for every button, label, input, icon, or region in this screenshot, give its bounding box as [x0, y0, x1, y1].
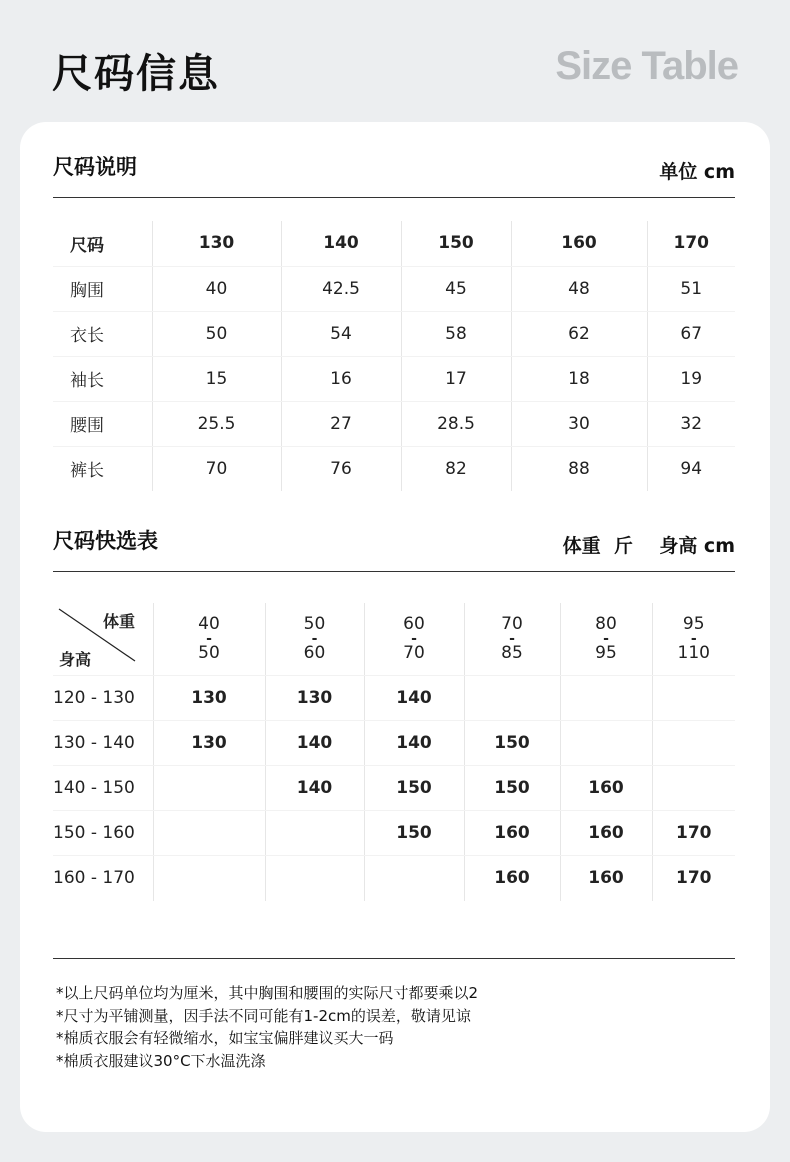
table-cell: 30 — [511, 401, 647, 446]
row-label: 尺码 — [53, 221, 152, 266]
recommended-size-cell — [153, 811, 265, 856]
height-range-label: 150 - 160 — [53, 811, 153, 856]
size-card — [20, 122, 770, 1132]
table-cell: 16 — [281, 356, 401, 401]
weight-height-corner — [53, 603, 153, 675]
table-cell: 88 — [511, 446, 647, 491]
recommended-size-cell: 160 — [464, 811, 560, 856]
table-cell: 50 — [152, 311, 281, 356]
recommended-size-cell: 160 — [464, 856, 560, 901]
table-cell: 67 — [647, 311, 735, 356]
recommended-size-cell — [652, 676, 735, 721]
weight-to: 50 — [198, 643, 220, 663]
recommended-size-cell — [364, 856, 464, 901]
table-cell: 54 — [281, 311, 401, 356]
note-line: *棉质衣服会有轻微缩水，如宝宝偏胖建议买大一码 — [56, 1029, 394, 1047]
recommended-size-cell — [265, 811, 364, 856]
weight-range-header — [652, 603, 735, 676]
table-cell: 76 — [281, 446, 401, 491]
table-row — [53, 446, 735, 491]
recommended-size-cell — [560, 721, 652, 766]
table-row — [53, 811, 735, 856]
table-cell: 70 — [152, 446, 281, 491]
recommended-size-cell: 150 — [464, 721, 560, 766]
recommended-size-cell: 140 — [265, 721, 364, 766]
notes — [56, 982, 478, 1072]
note-line: *尺寸为平铺测量，因手法不同可能有1-2cm的误差，敬请见谅 — [56, 1006, 471, 1025]
range-dash: - — [206, 631, 212, 647]
range-dash: - — [411, 631, 417, 647]
size-info-title: 尺码说明 — [53, 155, 137, 179]
weight-to: 60 — [303, 643, 326, 663]
recommended-size-cell — [464, 676, 560, 721]
table-row — [53, 856, 735, 901]
table-cell: 94 — [647, 446, 735, 491]
weight-from: 60 — [403, 614, 425, 634]
row-label: 袖长 — [53, 356, 152, 401]
weight-to: 85 — [501, 643, 523, 663]
height-range-label: 120 - 130 — [53, 676, 153, 721]
weight-range-header — [265, 603, 364, 676]
table-cell: 42.5 — [281, 266, 401, 311]
weight-range-header — [153, 603, 265, 676]
size-info-header — [53, 146, 735, 198]
table-cell: 18 — [511, 356, 647, 401]
height-range-label: 140 - 150 — [53, 766, 153, 811]
table-cell: 140 — [281, 221, 401, 266]
recommended-size-cell: 130 — [265, 676, 364, 721]
weight-from: 95 — [682, 614, 705, 634]
recommended-size-cell — [153, 856, 265, 901]
row-label: 裤长 — [70, 461, 104, 482]
recommended-size-cell: 140 — [265, 766, 364, 811]
page-title: 尺码信息 — [52, 51, 220, 97]
table-row — [53, 356, 735, 401]
note-line: *以上尺码单位均为厘米，其中胸围和腰围的实际尺寸都要乘以2 — [56, 984, 479, 1002]
weight-from: 70 — [501, 614, 523, 634]
quick-select-table — [53, 603, 735, 901]
table-cell: 27 — [281, 401, 401, 446]
range-dash: - — [603, 631, 609, 647]
table-cell: 58 — [401, 311, 511, 356]
corner-height-label: 身高 — [59, 650, 92, 669]
recommended-size-cell: 150 — [364, 766, 464, 811]
recommended-size-cell: 170 — [652, 811, 735, 856]
table-cell: 17 — [401, 356, 511, 401]
table-row — [53, 676, 735, 721]
table-cell: 19 — [647, 356, 735, 401]
size-info-unit: 单位 cm — [659, 161, 735, 183]
table-row — [53, 721, 735, 766]
quick-select-unit: 体重 斤 身高 cm — [562, 535, 735, 557]
recommended-size-cell: 170 — [652, 856, 735, 901]
recommended-size-cell: 160 — [560, 811, 652, 856]
table-row — [53, 401, 735, 446]
notes-divider — [53, 958, 735, 959]
weight-to: 70 — [403, 643, 425, 663]
quick-select-header — [53, 520, 735, 572]
table-cell: 40 — [152, 266, 281, 311]
quick-select-title: 尺码快选表 — [53, 529, 158, 553]
weight-range-header — [560, 603, 652, 676]
weight-from: 50 — [303, 614, 326, 634]
height-range-label: 130 - 140 — [53, 721, 153, 766]
recommended-size-cell: 160 — [560, 766, 652, 811]
weight-from: 80 — [595, 614, 617, 634]
range-dash: - — [690, 631, 697, 647]
weight-range-header — [364, 603, 464, 676]
table-cell: 51 — [647, 266, 735, 311]
row-label: 胸围 — [53, 266, 152, 311]
weight-from: 40 — [198, 614, 220, 634]
recommended-size-cell: 140 — [364, 676, 464, 721]
table-cell: 25.5 — [152, 401, 281, 446]
table-row — [53, 311, 735, 356]
row-label: 腰围 — [53, 401, 152, 446]
table-cell: 45 — [401, 266, 511, 311]
table-cell: 160 — [511, 221, 647, 266]
table-cell: 150 — [401, 221, 511, 266]
weight-range-header — [464, 603, 560, 676]
height-range-label: 160 - 170 — [53, 868, 135, 889]
table-cell: 15 — [152, 356, 281, 401]
table-row — [53, 266, 735, 311]
table-row — [53, 766, 735, 811]
recommended-size-cell: 140 — [364, 721, 464, 766]
size-info-table — [53, 221, 735, 491]
weight-to: 95 — [595, 643, 617, 663]
recommended-size-cell: 130 — [153, 676, 265, 721]
recommended-size-cell: 150 — [364, 811, 464, 856]
size-header-row — [53, 221, 735, 266]
page-title-english: Size Table — [555, 44, 738, 88]
recommended-size-cell — [652, 721, 735, 766]
range-dash: - — [509, 631, 515, 647]
table-cell: 130 — [152, 221, 281, 266]
recommended-size-cell: 150 — [464, 766, 560, 811]
row-label: 衣长 — [53, 311, 152, 356]
weight-to: 110 — [677, 643, 710, 663]
corner-weight-label: 体重 — [103, 612, 136, 631]
table-cell: 32 — [647, 401, 735, 446]
table-cell: 62 — [511, 311, 647, 356]
recommended-size-cell — [153, 766, 265, 811]
recommended-size-cell: 160 — [560, 856, 652, 901]
table-cell: 170 — [647, 221, 735, 266]
recommended-size-cell: 130 — [153, 721, 265, 766]
note-line: *棉质衣服建议30°C下水温洗涤 — [56, 1051, 266, 1070]
recommended-size-cell — [652, 766, 735, 811]
table-cell: 48 — [511, 266, 647, 311]
recommended-size-cell — [560, 676, 652, 721]
range-dash: - — [311, 631, 318, 647]
table-cell: 28.5 — [401, 401, 511, 446]
table-cell: 82 — [401, 446, 511, 491]
recommended-size-cell — [265, 856, 364, 901]
